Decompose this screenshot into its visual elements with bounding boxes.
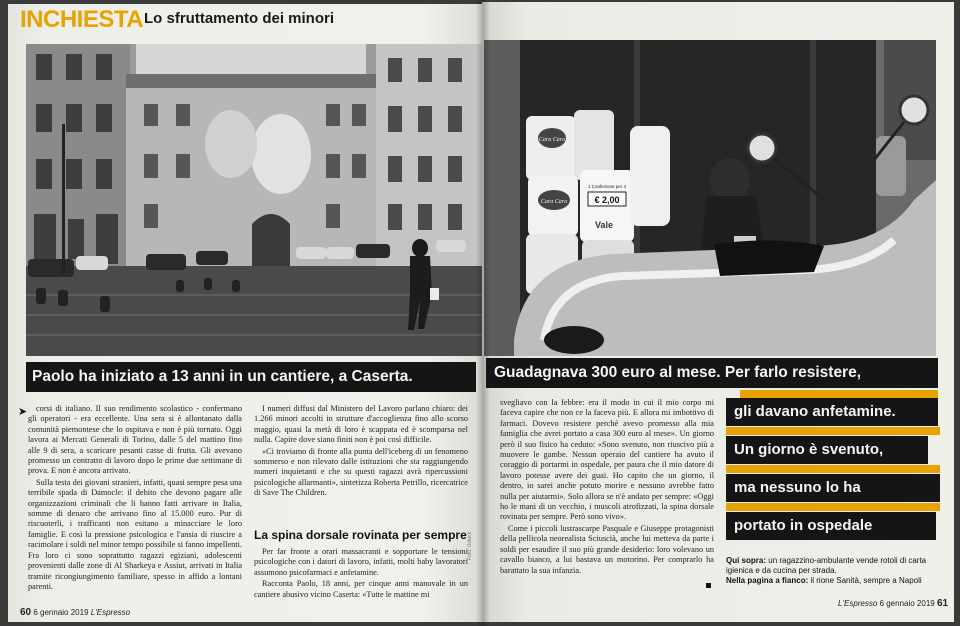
pull-quote-line-3: ma nessuno lo ha [726,474,940,502]
folio-brand-right: L'Espresso [838,599,878,608]
article-column-3 [500,398,714,577]
paragraph: Per far fronte a orari massacranti e sopportare le tensioni psicologiche con i datori di lavoro, infatti, molti baby lavoratori assumono psicofarmaci e anfetamine. [254,547,468,577]
page-number-left: 60 [20,607,32,618]
article-column-2b [254,547,468,601]
brand-label-b: Vale [594,220,614,230]
accent-stripe [726,503,940,511]
folio-right [838,598,948,609]
headline-right: Guadagnava 300 euro al mese. Per farlo resistere, [486,358,938,388]
scooter-photo-drawing [484,40,936,356]
caption-lead: Qui sopra: [726,556,767,565]
caption-text-2: il rione Sanità, sempre a Napoli [808,576,922,585]
headline-left: Paolo ha iniziato a 13 anni in un cantiere, a Caserta. [26,362,476,392]
paragraph: Sulla testa dei giovani stranieri, infatti, quasi sempre pesa una terribile spada di Damocle: il debito che devono pagare alle organizzazioni criminali che li hanno fatti arrivare in Italia, somme di denaro che arrivano fino al 15.000 euro. Pur di riscuoterli, i trafficanti non esitano a minacciare le loro famiglie. E così la pressione psicologica e l'ansia di riuscire a racimolare i soldi nel minor tempo possibile si fanno impellenti. Fra loro ci sono soprattutto ragazzi egiziani, adolescenti provenienti dalle zone di Al Sharkeya e Assiut, arrivati in Italia tramite ricongiungimento familiare, spesso in affido a lontani parenti. [28,477,242,591]
article-subhead: La spina dorsale rovinata per sempre [254,528,467,542]
paragraph: corsi di italiano. Il suo rendimento scolastico - confermano gli operatori - era eccellente. Una sera si è allontanato dalla comunità piemontese che lo ospitava e non è più tornato. Oggi lavora ai Mercati Generali di Torino, dalle 5 del mattino fino alle 9 di sera, a scaricare pesanti casse di frutta. Gli avevano promesso un contratto di lavoro dopo le prime due settimane di prova. E non è ancora arrivato. [28,404,242,476]
folio-date-left: 6 gennaio 2019 [33,608,89,617]
article-column-2 [254,404,468,500]
scooter-photo-icon [484,40,936,356]
folio-left [20,607,130,618]
section-label: INCHIESTA [20,6,144,33]
continue-arrow-icon: ➤ [18,405,28,418]
section-subtitle: Lo sfruttamento dei minori [144,10,335,27]
folio-brand-left: L'Espresso [90,608,131,617]
caption-text: un ragazzino-ambulante vende rotoli di carta igienica e da cucina per strada. [726,556,927,575]
pull-quote-line-4: portato in ospedale [726,512,936,540]
accent-stripe [726,427,940,435]
pull-quote-line-2: Un giorno è svenuto, [726,436,928,464]
paragraph: Come i piccoli lustrascarpe Pasquale e Giuseppe protagonisti della pellicola neorealista Sciuscià, anche lui metteva da parte i soldi per esaudire il suo più grande desiderio: loro volevano un cavallo bianco, a lui bastava un motorino. Per comprarlo ha barattato la sua infanzia. [500,523,714,575]
accent-stripe [726,465,940,473]
price-sign: € 2,00 [594,195,620,205]
photo-caption [726,556,940,586]
accent-stripe [740,390,938,398]
paragraph: I numeri diffusi dal Ministero del Lavoro parlano chiaro: dei 1.266 minori accolti in strutture d'accoglienza fino allo scorso maggio, quasi la metà di loro è scappata ed è scomparsa nel nulla. Capire dove siano finiti non è poi così difficile. [254,404,468,445]
article-column-1 [28,404,242,593]
street-photo-drawing [26,44,482,356]
brand-label-a: Cara Cara [538,137,566,143]
page-number-right: 61 [936,598,949,609]
end-of-article-mark [706,583,711,588]
pull-quote-line-1: gli davano anfetamine. [726,398,938,426]
paragraph: svegliavo con la febbre: era il modo in cui il mio corpo mi faceva capire che non ce la faceva più. E allora mi imbottivo di farmaci. Dovevo resistere perché avevo promesso alla mia famiglia che avrei portato a casa 300 euro al mese». Un giorno però il suo fisico ha ceduto: «Sono svenuto, non riuscivo più a muovere le gambe. Nessun operaio del cantiere ha avuto il coraggio di portarmi in ospedale, per paura che il mio datore di lavoro potesse avere dei guai. Ho capito che un giorno, il dentro, io sarei anche potuto morire e nessuno avrebbe fatto nulla per aiutarmi». Solo allora se n'è andato per sempre: «Oggi ho le mani di un vecchio, i muscoli atrofizzati, la spina dorsale rovinata per sempre. Però sono vivo». [500,398,714,522]
street-photo-icon [26,44,482,356]
offer-sign: 1 Confezione per 4 [587,184,627,189]
paragraph: Racconta Paolo, 18 anni, per cinque anni manovale in un cantiere abusivo vicino Caserta: «Tutte le mattine mi [254,579,468,599]
brand-label-a-2: Cara Cara [540,199,568,205]
caption-lead-2: Nella pagina a fianco: [726,576,809,585]
paragraph: «Ci troviamo di fronte alla punta dell'iceberg di un fenomeno sommerso e non rilevato dalle istituzioni che sta raggiungendo numeri inquietanti e che su questi ragazzi avrà ripercussioni psicologiche allarmanti», sintetizza Roberta Petrillo, ricercatrice di Save The Children. [254,446,468,498]
photo-credit: Foto: Ustock [467,531,473,560]
page-gutter [476,0,490,626]
folio-date-right: 6 gennaio 2019 [879,599,935,608]
